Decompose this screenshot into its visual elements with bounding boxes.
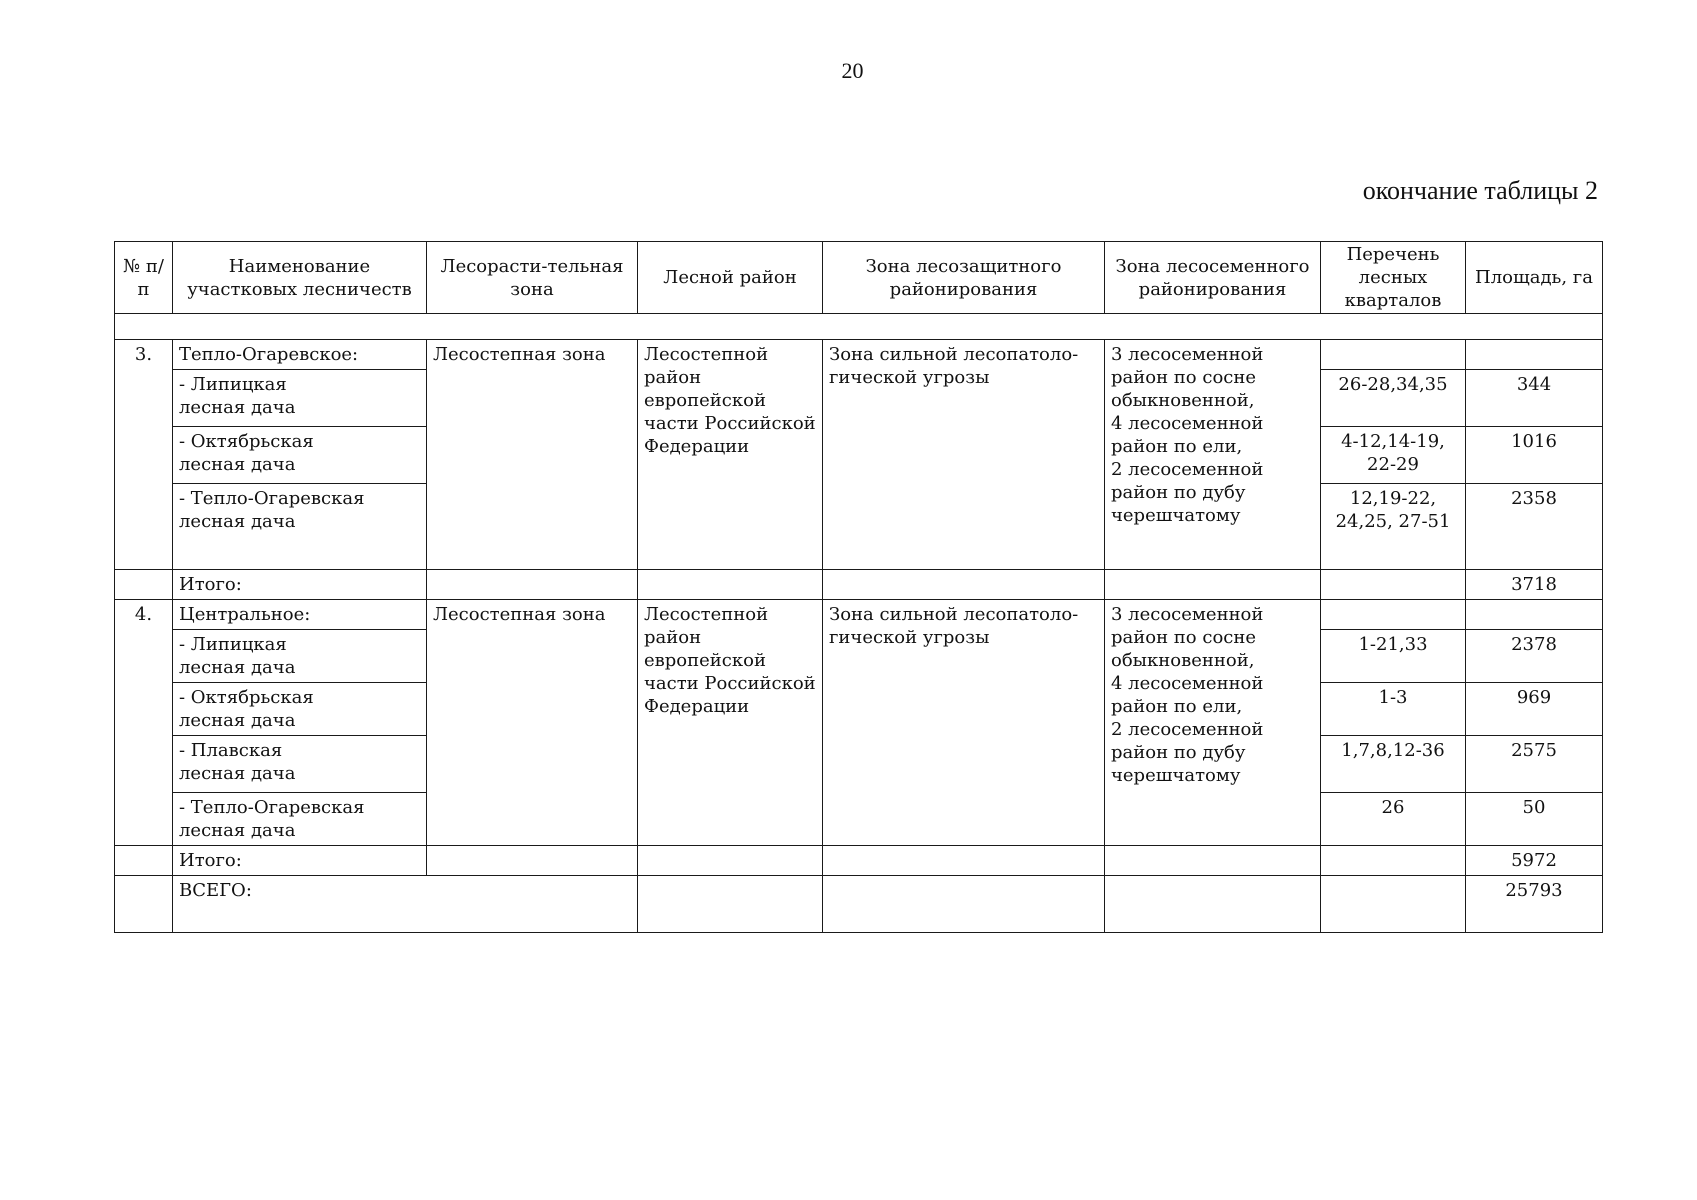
page-number: 20 (841, 58, 864, 83)
subdivision-name: - Липицкая лесная дача (173, 630, 427, 683)
group-row (115, 600, 1603, 630)
quarters-cell: 1-3 (1321, 683, 1466, 736)
subdivision-name: - Октябрьская лесная дача (173, 683, 427, 736)
area-cell (1466, 340, 1603, 370)
subtotal-row (115, 570, 1603, 600)
seed-zone: 3 лесосеменной район по сосне обыкновенной, 4 лесосеменной район по ели, 2 лесосеменной район по дубу черешчатому (1105, 340, 1321, 570)
group-name: Тепло-Огаревское: (173, 340, 427, 370)
subtotal-label: Итого: (173, 570, 427, 600)
quarters-cell (1321, 340, 1466, 370)
subtotal-label: Итого: (173, 846, 427, 876)
vegetation-zone: Лесостепная зона (427, 340, 638, 570)
subdivision-name: - Тепло-Огаревская лесная дача (173, 484, 427, 570)
area-cell: 2378 (1466, 630, 1603, 683)
area-cell: 1016 (1466, 427, 1603, 484)
subdivision-name: - Тепло-Огаревская лесная дача (173, 793, 427, 846)
header-row (115, 242, 1603, 314)
spacer-row (115, 314, 1603, 340)
forest-region: Лесостепной район европейской части Российской Федерации (638, 340, 823, 570)
group-name: Центральное: (173, 600, 427, 630)
header-protection-zone: Зона лесозащитного районирования (823, 242, 1105, 314)
subtotal-area: 5972 (1466, 846, 1603, 876)
quarters-cell (1321, 600, 1466, 630)
protection-zone: Зона сильной лесопатоло-гической угрозы (823, 600, 1105, 846)
grand-total-label: ВСЕГО: (173, 876, 638, 933)
area-cell (1466, 600, 1603, 630)
grand-total-row (115, 876, 1603, 933)
group-number: 3. (115, 340, 173, 570)
area-cell: 2358 (1466, 484, 1603, 570)
group-row (115, 340, 1603, 370)
header-vegetation-zone: Лесорасти-тельная зона (427, 242, 638, 314)
header-forest-region: Лесной район (638, 242, 823, 314)
area-cell: 969 (1466, 683, 1603, 736)
seed-zone: 3 лесосеменной район по сосне обыкновенной, 4 лесосеменной район по ели, 2 лесосеменной район по дубу черешчатому (1105, 600, 1321, 846)
quarters-cell: 1-21,33 (1321, 630, 1466, 683)
vegetation-zone: Лесостепная зона (427, 600, 638, 846)
header-number: № п/п (115, 242, 173, 314)
area-cell: 344 (1466, 370, 1603, 427)
forestry-table (114, 241, 1603, 933)
header-name: Наименование участковых лесничеств (173, 242, 427, 314)
subtotal-area: 3718 (1466, 570, 1603, 600)
area-cell: 50 (1466, 793, 1603, 846)
grand-total-area: 25793 (1466, 876, 1603, 933)
quarters-cell: 26-28,34,35 (1321, 370, 1466, 427)
subdivision-name: - Липицкая лесная дача (173, 370, 427, 427)
forest-region: Лесостепной район европейской части Российской Федерации (638, 600, 823, 846)
header-seed-zone: Зона лесосеменного районирования (1105, 242, 1321, 314)
quarters-cell: 12,19-22, 24,25, 27-51 (1321, 484, 1466, 570)
quarters-cell: 4-12,14-19, 22-29 (1321, 427, 1466, 484)
subtotal-row (115, 846, 1603, 876)
subdivision-name: - Плавская лесная дача (173, 736, 427, 793)
protection-zone: Зона сильной лесопатоло-гической угрозы (823, 340, 1105, 570)
subdivision-name: - Октябрьская лесная дача (173, 427, 427, 484)
area-cell: 2575 (1466, 736, 1603, 793)
group-number: 4. (115, 600, 173, 846)
header-quarters: Перечень лесных кварталов (1321, 242, 1466, 314)
quarters-cell: 1,7,8,12-36 (1321, 736, 1466, 793)
table-caption: окончание таблицы 2 (1362, 176, 1598, 205)
header-area: Площадь, га (1466, 242, 1603, 314)
quarters-cell: 26 (1321, 793, 1466, 846)
